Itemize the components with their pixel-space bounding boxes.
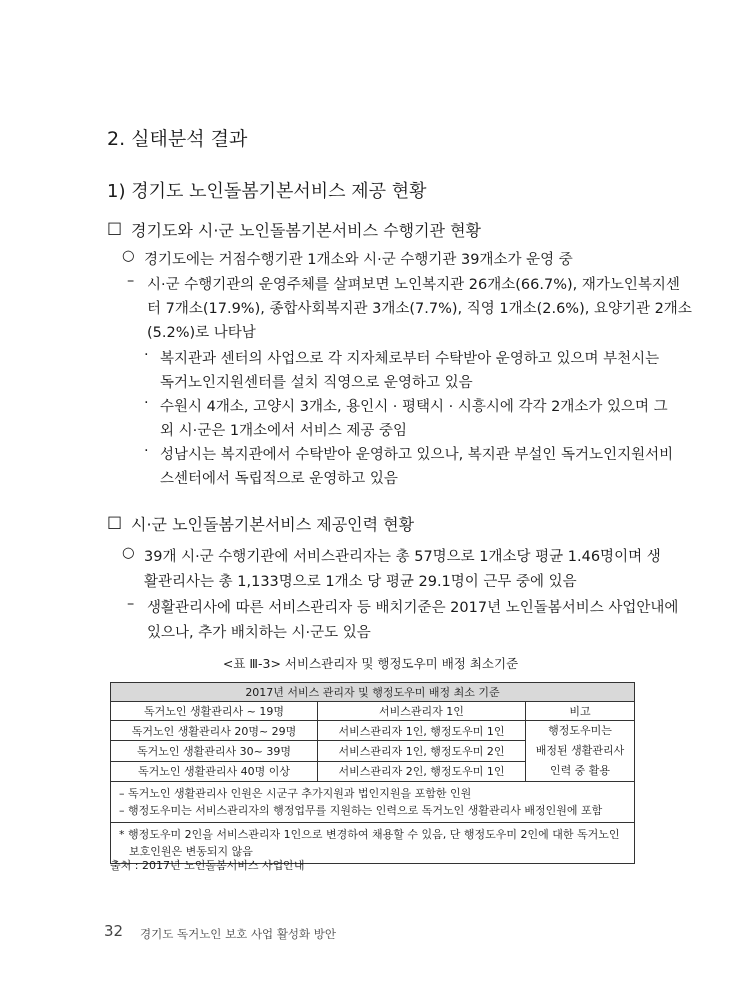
circle-bullet: ○ (122, 545, 135, 561)
subsection-heading: 1) 경기도 노인돌봄기본서비스 제공 현황 (107, 181, 427, 202)
table-header-cell: 서비스관리자 1인 (318, 702, 526, 721)
dot-bullet: · (144, 395, 149, 411)
dash-bullet: – (127, 596, 135, 612)
section2-point-line: 활관리사는 총 1,133명으로 1개소 당 평균 29.1명이 근무 중에 있음 (144, 574, 577, 590)
section1-point: 경기도에는 거점수행기관 1개소와 시·군 수행기관 39개소가 운영 중 (144, 252, 573, 268)
section1-dot-line: 스센터에서 독립적으로 운영하고 있음 (160, 471, 398, 487)
table-notes (111, 782, 635, 823)
remark-line: 인력 중 활용 (549, 764, 611, 777)
table-cell: 서비스관리자 2인, 행정도우미 1인 (318, 761, 526, 781)
section2-sub-line: 생활관리사에 따른 서비스관리자 등 배치기준은 2017년 노인돌봄서비스 사업안내에 (147, 600, 679, 616)
table-row (111, 721, 635, 741)
square-bullet: □ (107, 512, 123, 531)
table-source: 출처 : 2017년 노인돌봄서비스 사업안내 (110, 859, 305, 872)
circle-bullet: ○ (122, 248, 135, 264)
table-title: 2017년 서비스 관리자 및 행정도우미 배정 최소 기준 (111, 683, 635, 702)
table-header-cell: 비고 (526, 702, 635, 721)
section1-dot-line: 복지관과 센터의 사업으로 각 지자체로부터 수탁받아 운영하고 있으며 부천시는 (160, 351, 660, 367)
section1-title: 경기도와 시·군 노인돌봄기본서비스 수행기관 현황 (131, 221, 482, 240)
section2-title: 시·군 노인돌봄기본서비스 제공인력 현황 (131, 515, 415, 534)
square-bullet: □ (107, 218, 123, 237)
section1-dot-line: 수원시 4개소, 고양시 3개소, 용인시 · 평택시 · 시흥시에 각각 2개소가 있으며 그 (160, 399, 668, 415)
footnote-line: 보호인원은 변동되지 않음 (129, 845, 253, 858)
dot-bullet: · (144, 347, 149, 363)
remark-line: 행정도우미는 (548, 724, 612, 737)
table-cell: 독거노인 생활관리사 30~ 39명 (111, 741, 318, 761)
table-cell: 독거노인 생활관리사 40명 이상 (111, 761, 318, 781)
running-title: 경기도 독거노인 보호 사업 활성화 방안 (140, 927, 337, 941)
section2-sub-line: 있으나, 추가 배치하는 시·군도 있음 (147, 625, 371, 641)
table-cell: 서비스관리자 1인, 행정도우미 1인 (318, 721, 526, 741)
section1-dot-line: 외 시·군은 1개소에서 서비스 제공 중임 (160, 423, 407, 439)
dash-bullet: – (127, 273, 135, 289)
dot-bullet: · (144, 443, 149, 459)
staffing-standards-table (110, 682, 635, 864)
table-note: – 행정도우미는 서비스관리자의 행정업무를 지원하는 인력으로 독거노인 생활관리사 배정인원에 포함 (119, 804, 603, 817)
section1-dot-line: 성남시는 복지관에서 수탁받아 운영하고 있으나, 복지관 부설인 독거노인지원서비 (160, 447, 674, 463)
footnote-line: * 행정도우미 2인을 서비스관리자 1인으로 변경하여 채용할 수 있음, 단 행정도우미 2인에 대한 독거노인 (119, 828, 620, 841)
remark-line: 배정된 생활관리사 (535, 744, 625, 757)
table-cell: 독거노인 생활관리사 20명~ 29명 (111, 721, 318, 741)
remark-cell (526, 721, 635, 782)
table-header-cell: 독거노인 생활관리사 ~ 19명 (111, 702, 318, 721)
table-cell: 서비스관리자 1인, 행정도우미 2인 (318, 741, 526, 761)
section1-sub-line: 터 7개소(17.9%), 종합사회복지관 3개소(7.7%), 직영 1개소(2.6%), 요양기관 2개소 (147, 301, 692, 317)
table-caption: <표 Ⅲ-3> 서비스관리자 및 행정도우미 배정 최소기준 (222, 656, 519, 671)
page-number: 32 (104, 922, 124, 940)
table-note: – 독거노인 생활관리사 인원은 시군구 추가지원과 법인지원을 포함한 인원 (119, 787, 472, 800)
section2-point-line: 39개 시·군 수행기관에 서비스관리자는 총 57명으로 1개소당 평균 1.46명이며 생 (144, 549, 661, 565)
section1-dot-line: 독거노인지원센터를 설치 직영으로 운영하고 있음 (160, 375, 473, 391)
section-heading: 2. 실태분석 결과 (107, 128, 248, 150)
section1-sub-line: 시·군 수행기관의 운영주체를 살펴보면 노인복지관 26개소(66.7%), 재가노인복지센 (147, 277, 680, 293)
section1-sub-line: (5.2%)로 나타남 (147, 325, 256, 341)
